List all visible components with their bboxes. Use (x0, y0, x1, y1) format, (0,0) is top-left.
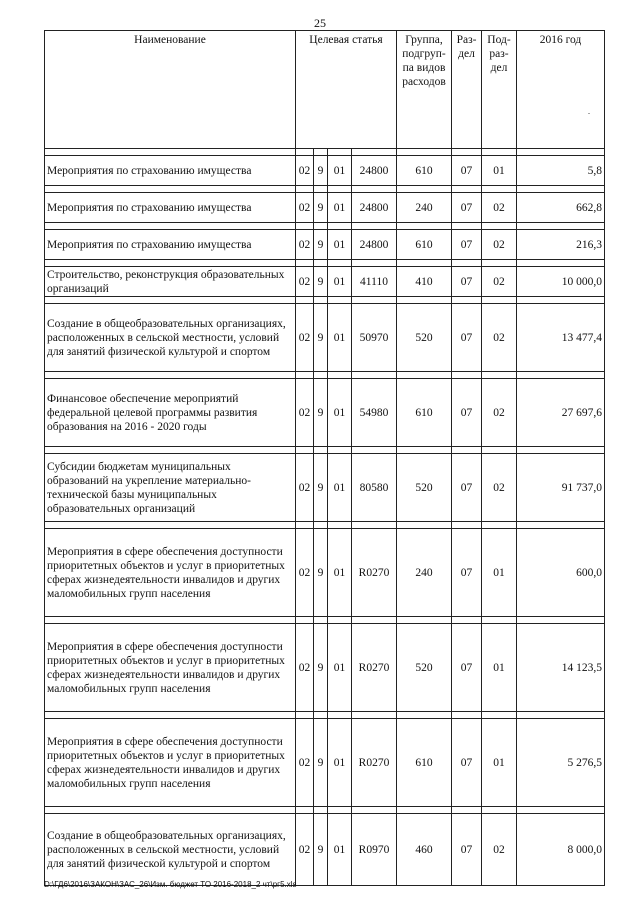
row-amount: 27 697,6 (517, 379, 605, 447)
row-target-program: 02 (296, 529, 314, 617)
row-target-subprogram: 9 (314, 267, 328, 297)
row-target-main: 01 (328, 304, 352, 372)
row-amount: 5 276,5 (517, 719, 605, 807)
table-body (45, 149, 605, 886)
row-target-program: 02 (296, 156, 314, 186)
row-amount: 5,8 (517, 156, 605, 186)
row-spacer (45, 807, 605, 814)
row-subsection: 02 (482, 267, 517, 297)
table-row (45, 379, 605, 447)
row-name: Создание в общеобразовательных организациях, расположенных в сельской местности, условий для занятий физической культурой и спортом (45, 304, 296, 372)
row-name: Мероприятия по страхованию имущества (45, 156, 296, 186)
row-spacer (45, 522, 605, 529)
row-amount: 8 000,0 (517, 814, 605, 886)
row-amount: 14 123,5 (517, 624, 605, 712)
row-expense-group: 520 (397, 454, 452, 522)
header-year: 2016 год (517, 31, 605, 149)
row-spacer (45, 223, 605, 230)
header-group: Группа, подгруп-па видов расходов (397, 31, 452, 149)
row-target-main: 01 (328, 624, 352, 712)
row-section: 07 (452, 529, 482, 617)
row-spacer (45, 617, 605, 624)
row-subsection: 01 (482, 529, 517, 617)
row-subsection: 02 (482, 379, 517, 447)
row-section: 07 (452, 156, 482, 186)
row-amount: 600,0 (517, 529, 605, 617)
row-amount: 10 000,0 (517, 267, 605, 297)
row-target-subprogram: 9 (314, 814, 328, 886)
row-spacer (45, 372, 605, 379)
row-name: Финансовое обеспечение мероприятий федеральной целевой программы развития образования на 2016 - 2020 годы (45, 379, 296, 447)
row-name: Мероприятия в сфере обеспечения доступности приоритетных объектов и услуг в приоритетных сферах жизнедеятельности инвалидов и других маломобильных групп населения (45, 719, 296, 807)
row-target-main: 01 (328, 379, 352, 447)
row-expense-group: 240 (397, 529, 452, 617)
row-amount: 91 737,0 (517, 454, 605, 522)
row-expense-group: 520 (397, 624, 452, 712)
row-section: 07 (452, 379, 482, 447)
table-row (45, 814, 605, 886)
row-target-main: 01 (328, 193, 352, 223)
row-target-subprogram: 9 (314, 379, 328, 447)
row-target-direction: R0270 (352, 719, 397, 807)
row-target-subprogram: 9 (314, 719, 328, 807)
row-target-program: 02 (296, 379, 314, 447)
row-target-subprogram: 9 (314, 156, 328, 186)
row-name: Мероприятия в сфере обеспечения доступности приоритетных объектов и услуг в приоритетных сферах жизнедеятельности инвалидов и других маломобильных групп населения (45, 529, 296, 617)
row-expense-group: 610 (397, 230, 452, 260)
row-target-direction: R0970 (352, 814, 397, 886)
row-subsection: 02 (482, 230, 517, 260)
row-section: 07 (452, 193, 482, 223)
row-subsection: 01 (482, 156, 517, 186)
row-name: Создание в общеобразовательных организациях, расположенных в сельской местности, условий для занятий физической культурой и спортом (45, 814, 296, 886)
table-row (45, 719, 605, 807)
row-target-subprogram: 9 (314, 230, 328, 260)
row-target-program: 02 (296, 814, 314, 886)
row-target-direction: 50970 (352, 304, 397, 372)
table-row (45, 454, 605, 522)
row-target-program: 02 (296, 267, 314, 297)
page-number: 25 (314, 16, 326, 30)
row-target-main: 01 (328, 267, 352, 297)
row-target-program: 02 (296, 624, 314, 712)
row-spacer (45, 260, 605, 267)
row-section: 07 (452, 624, 482, 712)
row-target-main: 01 (328, 719, 352, 807)
header-subsection: Под-раз-дел (482, 31, 517, 149)
row-target-main: 01 (328, 230, 352, 260)
row-target-main: 01 (328, 814, 352, 886)
row-section: 07 (452, 719, 482, 807)
row-target-subprogram: 9 (314, 454, 328, 522)
row-target-main: 01 (328, 156, 352, 186)
row-target-main: 01 (328, 454, 352, 522)
budget-table (44, 30, 605, 886)
row-expense-group: 610 (397, 719, 452, 807)
row-spacer (45, 712, 605, 719)
row-target-program: 02 (296, 230, 314, 260)
table-row (45, 304, 605, 372)
header-target: Целевая статья (296, 31, 397, 149)
row-expense-group: 240 (397, 193, 452, 223)
row-name: Мероприятия по страхованию имущества (45, 193, 296, 223)
row-target-direction: 54980 (352, 379, 397, 447)
table-row (45, 230, 605, 260)
row-section: 07 (452, 304, 482, 372)
row-target-program: 02 (296, 719, 314, 807)
row-subsection: 02 (482, 814, 517, 886)
row-subsection: 02 (482, 304, 517, 372)
row-subsection: 02 (482, 454, 517, 522)
row-spacer (45, 186, 605, 193)
row-name: Строительство, реконструкция образовательных организаций (45, 267, 296, 297)
row-target-subprogram: 9 (314, 193, 328, 223)
row-spacer (45, 447, 605, 454)
row-expense-group: 460 (397, 814, 452, 886)
row-name: Субсидии бюджетам муниципальных образований на укрепление материально-технической базы муниципальных образовательных организаций (45, 454, 296, 522)
row-target-direction: 80580 (352, 454, 397, 522)
row-amount: 216,3 (517, 230, 605, 260)
row-target-program: 02 (296, 193, 314, 223)
row-target-direction: R0270 (352, 624, 397, 712)
row-expense-group: 610 (397, 379, 452, 447)
file-path-footer: D:\ГД6\2016\ЗАКОН\ЗАС_26\Изм. бюджет ТО 2016-2018_2 чт\рг5.xls (44, 880, 297, 889)
table-row (45, 156, 605, 186)
row-name: Мероприятия по страхованию имущества (45, 230, 296, 260)
row-target-direction: 24800 (352, 156, 397, 186)
row-target-direction: R0270 (352, 529, 397, 617)
row-target-subprogram: 9 (314, 304, 328, 372)
row-section: 07 (452, 814, 482, 886)
row-section: 07 (452, 454, 482, 522)
stray-mark: . (588, 107, 590, 116)
row-amount: 662,8 (517, 193, 605, 223)
row-expense-group: 410 (397, 267, 452, 297)
row-subsection: 01 (482, 719, 517, 807)
table-row (45, 267, 605, 297)
header-section: Раз-дел (452, 31, 482, 149)
row-amount: 13 477,4 (517, 304, 605, 372)
table-row (45, 529, 605, 617)
row-section: 07 (452, 267, 482, 297)
header-name: Наименование (45, 31, 296, 149)
row-target-direction: 24800 (352, 230, 397, 260)
row-target-subprogram: 9 (314, 624, 328, 712)
row-section: 07 (452, 230, 482, 260)
row-expense-group: 610 (397, 156, 452, 186)
row-target-direction: 24800 (352, 193, 397, 223)
row-subsection: 01 (482, 624, 517, 712)
row-target-program: 02 (296, 304, 314, 372)
row-spacer (45, 297, 605, 304)
row-target-subprogram: 9 (314, 529, 328, 617)
table-row (45, 193, 605, 223)
table-header-row (45, 31, 605, 149)
row-spacer (45, 149, 605, 156)
table-row (45, 624, 605, 712)
row-subsection: 02 (482, 193, 517, 223)
row-expense-group: 520 (397, 304, 452, 372)
row-name: Мероприятия в сфере обеспечения доступности приоритетных объектов и услуг в приоритетных сферах жизнедеятельности инвалидов и других маломобильных групп населения (45, 624, 296, 712)
row-target-direction: 41110 (352, 267, 397, 297)
row-target-main: 01 (328, 529, 352, 617)
row-target-program: 02 (296, 454, 314, 522)
